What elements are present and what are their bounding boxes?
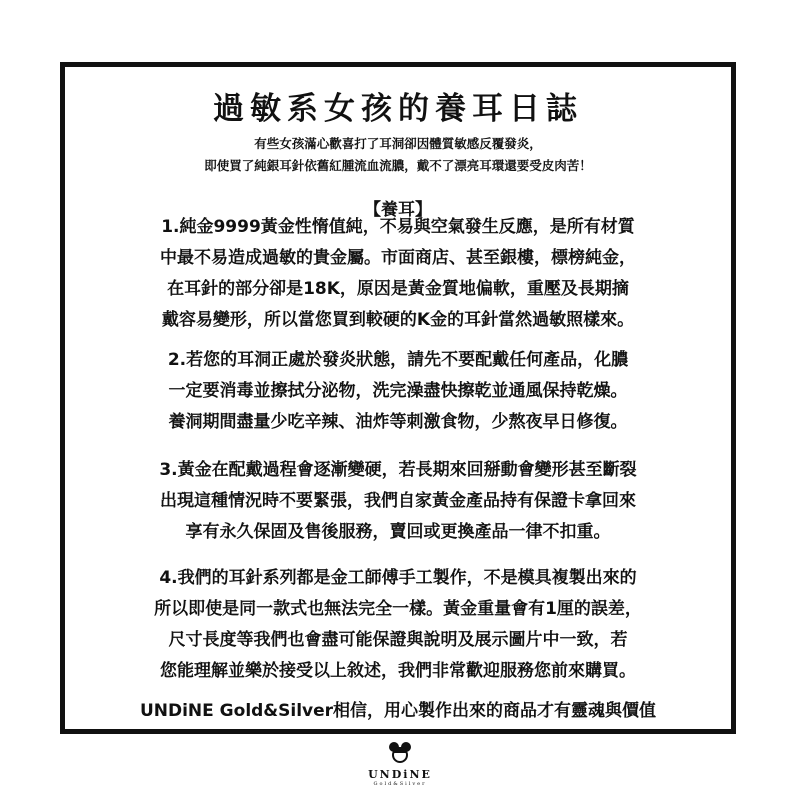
brand-name: UNDiNE <box>368 768 432 781</box>
paragraph-line: 在耳針的部分卻是18K，原因是黃金質地偏軟，重壓及長期摘 <box>167 279 629 299</box>
brand-subname: Gold&Silver <box>373 781 427 787</box>
paragraph-line: 養洞期間盡量少吃辛辣、油炸等刺激食物，少熬夜早日修復。 <box>168 412 628 432</box>
paragraph-line: 享有永久保固及售後服務，賣回或更換產品一律不扣重。 <box>185 522 611 542</box>
paragraph-line: 所以即使是同一款式也無法完全一樣。黃金重量會有1厘的誤差， <box>154 599 642 619</box>
notice-frame <box>60 62 736 734</box>
paragraph-line: 尺寸長度等我們也會盡可能保證與說明及展示圖片中一致，若 <box>168 630 628 650</box>
paragraph-line: 戴容易變形，所以當您買到較硬的K金的耳針當然過敏照樣來。 <box>161 310 635 330</box>
girl-face-logo-icon <box>387 742 413 766</box>
paragraph-line: 中最不易造成過敏的貴金屬。市面商店、甚至銀樓，標榜純金， <box>160 248 636 268</box>
paragraph-line: 1.純金9999黃金性惰值純，不易與空氣發生反應，是所有材質 <box>161 217 635 237</box>
paragraph-line: 3.黃金在配戴過程會逐漸變硬，若長期來回掰動會變形甚至斷裂 <box>159 460 637 480</box>
paragraph-3 <box>65 455 731 548</box>
paragraph-line: 4.我們的耳針系列都是金工師傅手工製作，不是模具複製出來的 <box>159 568 637 588</box>
section-heading: 【養耳】 <box>364 200 432 220</box>
subtitle <box>65 133 731 177</box>
paragraph-2 <box>65 345 731 438</box>
paragraph-line: 您能理解並樂於接受以上敘述，我們非常歡迎服務您前來購買。 <box>160 661 636 681</box>
paragraph-line: 出現這種情況時不要緊張，我們自家黃金產品持有保證卡拿回來 <box>160 491 636 511</box>
page-title: 過敏系女孩的養耳日誌 <box>213 91 583 127</box>
paragraph-line: 2.若您的耳洞正處於發炎狀態，請先不要配戴任何產品，化膿 <box>167 350 629 370</box>
paragraph-4 <box>65 563 731 687</box>
paragraph-line: 一定要消毒並擦拭分泌物，洗完澡盡快擦乾並通風保持乾燥。 <box>168 381 628 401</box>
brand-logo <box>360 742 440 798</box>
subtitle-line: 有些女孩滿心歡喜打了耳洞卻因體質敏感反覆發炎， <box>254 136 542 151</box>
brand-tagline: UNDiNE Gold&Silver相信，用心製作出來的商品才有靈魂與價值 <box>139 701 657 721</box>
paragraph-1 <box>65 212 731 336</box>
subtitle-line: 即使買了純銀耳針依舊紅腫流血流膿，戴不了漂亮耳環還要受皮肉苦！ <box>204 158 592 173</box>
